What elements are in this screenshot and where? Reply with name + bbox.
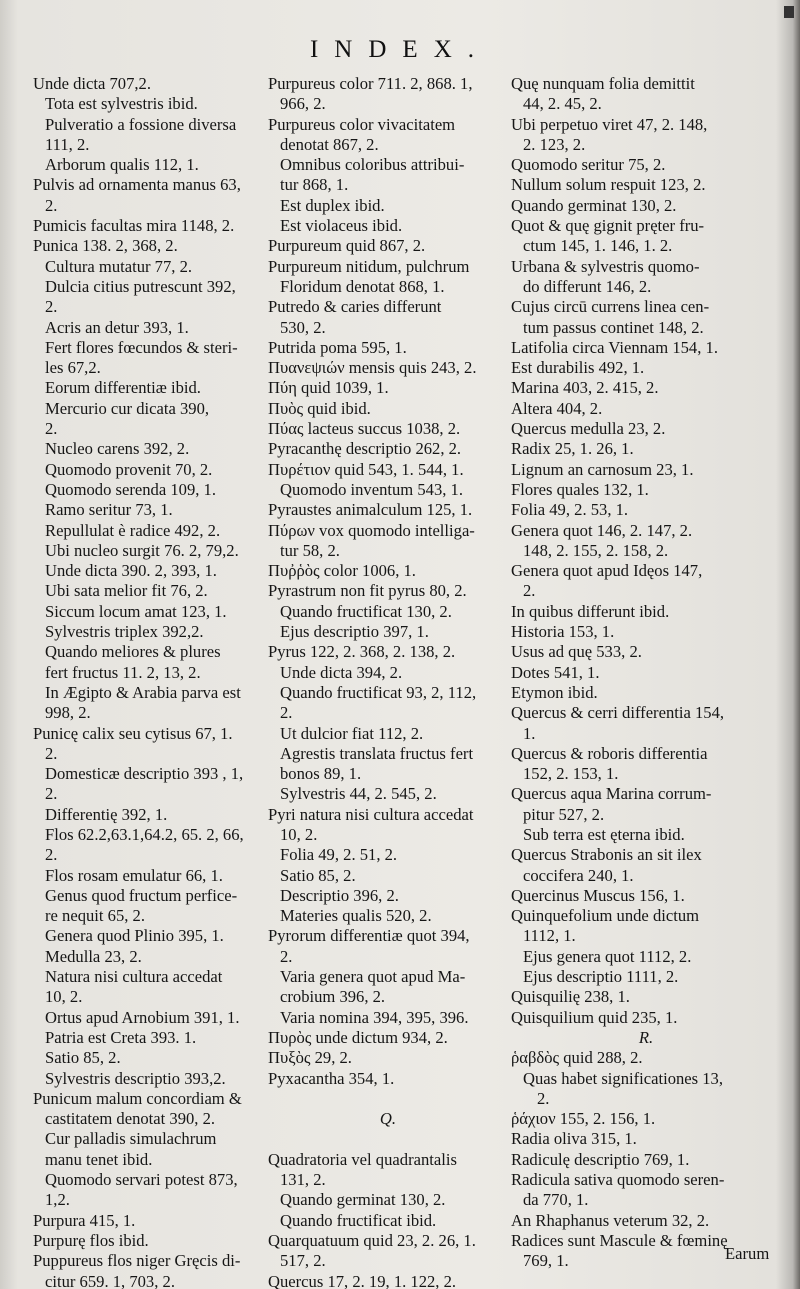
index-entry: Siccum locum amat 123, 1.: [45, 601, 227, 621]
index-entry: Quisquilię 238, 1.: [511, 987, 630, 1007]
index-entry: Ubi sata melior fit 76, 2.: [45, 581, 208, 601]
index-entry: Altera 404, 2.: [511, 398, 603, 418]
index-entry: Fert flores fœcundos & steri-: [45, 337, 238, 357]
index-entry: Satio 85, 2.: [280, 865, 356, 885]
index-entry: Pyri natura nisi cultura accedat: [268, 804, 474, 824]
index-entry: Cur palladis simulachrum: [45, 1129, 217, 1149]
index-entry: Radix 25, 1. 26, 1.: [511, 439, 634, 459]
index-entry: Quas habet significationes 13,: [523, 1068, 724, 1088]
index-entry: Quercus & cerri differentia 154,: [511, 703, 725, 723]
index-entry: 1.: [523, 723, 536, 743]
index-entry: Quomodo inventum 543, 1.: [280, 479, 463, 499]
index-entry: tur 58, 2.: [280, 540, 340, 560]
index-entry: castitatem denotat 390, 2.: [45, 1109, 216, 1129]
index-entry: Ubi perpetuo viret 47, 2. 148,: [511, 114, 708, 134]
index-entry: Πύη quid 1039, 1.: [268, 378, 389, 398]
index-entry: Usus ad quę 533, 2.: [511, 642, 642, 662]
index-entry: 769, 1.: [523, 1251, 569, 1271]
index-entry: Πυρὸς unde dictum 934, 2.: [268, 1027, 448, 1047]
index-entry: Purpureum nitidum, pulchrum: [268, 256, 470, 276]
index-entry: Quarquatuum quid 23, 2. 26, 1.: [268, 1230, 476, 1250]
index-column-3: [511, 74, 781, 1272]
section-letter: R.: [638, 1027, 654, 1047]
index-entry: bonos 89, 1.: [280, 764, 362, 784]
index-entry: Agrestis translata fructus fert: [280, 743, 474, 763]
index-entry: Putrida poma 595, 1.: [268, 337, 407, 357]
index-entry: Pulvis ad ornamenta manus 63,: [33, 175, 241, 195]
index-entry: Genera quot 146, 2. 147, 2.: [511, 520, 693, 540]
index-entry: Folia 49, 2. 51, 2.: [280, 845, 398, 865]
index-entry: Quomodo provenit 70, 2.: [45, 459, 213, 479]
index-column-1: [33, 74, 269, 1289]
index-entry: 148, 2. 155, 2. 158, 2.: [523, 540, 669, 560]
index-entry: Dotes 541, 1.: [511, 662, 600, 682]
index-entry: An Rhaphanus veterum 32, 2.: [511, 1210, 710, 1230]
index-entry: Pyraustes animalculum 125, 1.: [268, 500, 473, 520]
index-entry: [268, 1129, 508, 1149]
index-entry: Historia 153, 1.: [511, 622, 615, 642]
index-entry: Πυρέτιον quid 543, 1. 544, 1.: [268, 459, 464, 479]
index-entry: 2.: [523, 581, 536, 601]
index-entry: Lignum an carnosum 23, 1.: [511, 459, 694, 479]
index-entry: Pyrorum differentiæ quot 394,: [268, 926, 470, 946]
index-entry: 2.: [45, 419, 58, 439]
index-entry: 111, 2.: [45, 134, 90, 154]
index-entry: Radicula sativa quomodo seren-: [511, 1170, 725, 1190]
index-entry: Tota est sylvestris ibid.: [45, 94, 198, 114]
index-entry: Folia 49, 2. 53, 1.: [511, 500, 629, 520]
index-entry: Punica 138. 2, 368, 2.: [33, 236, 178, 256]
index-entry: Quercus & roboris differentia: [511, 743, 708, 763]
index-entry: Πυῤῥὸς color 1006, 1.: [268, 561, 416, 581]
index-entry: Quercus aqua Marina corrum-: [511, 784, 712, 804]
index-entry: Quercinus Muscus 156, 1.: [511, 885, 685, 905]
index-entry: 2.: [45, 297, 58, 317]
index-entry: Quisquilium quid 235, 1.: [511, 1007, 678, 1027]
index-entry: Radices sunt Mascule & fœminę: [511, 1230, 728, 1250]
page-title: INDEX.: [309, 36, 490, 63]
index-entry: Πυὸς quid ibid.: [268, 398, 371, 418]
index-entry: Sylvestris descriptio 393,2.: [45, 1068, 226, 1088]
index-entry: ῥάχιον 155, 2. 156, 1.: [511, 1109, 656, 1129]
index-entry: ctum 145, 1. 146, 1. 2.: [523, 236, 673, 256]
index-entry: Quę nunquam folia demittit: [511, 74, 695, 93]
index-entry: Dulcia citius putrescunt 392,: [45, 276, 236, 296]
index-entry: fert fructus 11. 2, 13, 2.: [45, 662, 201, 682]
index-entry: 2.: [45, 195, 58, 215]
index-entry: Quomodo seritur 75, 2.: [511, 155, 666, 175]
index-entry: Medulla 23, 2.: [45, 946, 142, 966]
index-entry: denotat 867, 2.: [280, 134, 379, 154]
index-entry: 2.: [280, 946, 293, 966]
index-entry: Genera quod Plinio 395, 1.: [45, 926, 224, 946]
index-entry: Putredo & caries differunt: [268, 297, 442, 317]
index-entry: les 67,2.: [45, 358, 101, 378]
index-entry: Purpureus color 711. 2, 868. 1,: [268, 74, 473, 93]
index-entry: Cultura mutatur 77, 2.: [45, 256, 193, 276]
section-letter: Q.: [379, 1109, 397, 1129]
index-entry: 998, 2.: [45, 703, 91, 723]
index-entry: Quercus 17, 2. 19, 1. 122, 2.: [268, 1271, 457, 1289]
index-entry: Genus quod fructum perfice-: [45, 885, 238, 905]
index-entry: 10, 2.: [280, 824, 318, 844]
index-entry: Quando germinat 130, 2.: [511, 195, 677, 215]
index-entry: Pyrastrum non fit pyrus 80, 2.: [268, 581, 467, 601]
index-entry: Descriptio 396, 2.: [280, 885, 399, 905]
index-entry: Sylvestris 44, 2. 545, 2.: [280, 784, 437, 804]
index-entry: Quando germinat 130, 2.: [280, 1190, 446, 1210]
index-entry: Urbana & sylvestris quomo-: [511, 256, 700, 276]
index-entry: 966, 2.: [280, 94, 326, 114]
index-entry: Πυανεψιών mensis quis 243, 2.: [268, 358, 477, 378]
index-entry: Pyrus 122, 2. 368, 2. 138, 2.: [268, 642, 456, 662]
index-entry: Est duplex ibid.: [280, 195, 385, 215]
index-entry: Genera quot apud Idęos 147,: [511, 561, 703, 581]
index-entry: Quinquefolium unde dictum: [511, 906, 700, 926]
index-entry: Quadratoria vel quadrantalis: [268, 1149, 457, 1169]
index-entry: tum passus continet 148, 2.: [523, 317, 704, 337]
index-column-2: [268, 74, 508, 1289]
index-entry: Πύρων vox quomodo intelliga-: [268, 520, 475, 540]
index-entry: Marina 403, 2. 415, 2.: [511, 378, 659, 398]
index-entry: re nequit 65, 2.: [45, 906, 146, 926]
index-entry: Quando meliores & plures: [45, 642, 221, 662]
index-entry: 10, 2.: [45, 987, 83, 1007]
index-entry: In Ægipto & Arabia parva est: [45, 682, 241, 702]
index-entry: manu tenet ibid.: [45, 1149, 153, 1169]
index-entry: Mercurio cur dicata 390,: [45, 398, 210, 418]
index-entry: Ubi nucleo surgit 76. 2, 79,2.: [45, 540, 239, 560]
index-entry: Etymon ibid.: [511, 682, 598, 702]
index-entry: 131, 2.: [280, 1170, 326, 1190]
index-entry: Latifolia circa Viennam 154, 1.: [511, 337, 718, 357]
index-entry: Floridum denotat 868, 1.: [280, 276, 445, 296]
index-entry: Varia nomina 394, 395, 396.: [280, 1007, 469, 1027]
index-entry: Ejus genera quot 1112, 2.: [523, 946, 692, 966]
index-entry: Punicum malum concordiam &: [33, 1088, 242, 1108]
index-entry: 2.: [45, 743, 58, 763]
index-entry: Patria est Creta 393. 1.: [45, 1027, 197, 1047]
index-entry: Differentię 392, 1.: [45, 804, 168, 824]
index-entry: Repullulat è radice 492, 2.: [45, 520, 221, 540]
index-entry: 1112, 1.: [523, 926, 576, 946]
index-entry: Flos rosam emulatur 66, 1.: [45, 865, 223, 885]
index-entry: coccifera 240, 1.: [523, 865, 634, 885]
index-entry: Sub terra est ęterna ibid.: [523, 824, 685, 844]
index-entry: do differunt 146, 2.: [523, 276, 652, 296]
index-entry: 2.: [45, 784, 58, 804]
index-entry: Purpureum quid 867, 2.: [268, 236, 426, 256]
catchword: Earum: [725, 1244, 770, 1263]
index-entry: 2.: [45, 845, 58, 865]
index-entry: tur 868, 1.: [280, 175, 349, 195]
index-entry: Unde dicta 394, 2.: [280, 662, 403, 682]
index-entry: Natura nisi cultura accedat: [45, 967, 223, 987]
index-entry: Punicę calix seu cytisus 67, 1.: [33, 723, 233, 743]
index-entry: Pyracanthę descriptio 262, 2.: [268, 439, 462, 459]
index-entry: Quercus medulla 23, 2.: [511, 419, 666, 439]
index-entry: Est durabilis 492, 1.: [511, 358, 645, 378]
index-entry: da 770, 1.: [523, 1190, 589, 1210]
index-entry: Acris an detur 393, 1.: [45, 317, 189, 337]
index-entry: Flores quales 132, 1.: [511, 479, 649, 499]
index-entry: Πυξὸς 29, 2.: [268, 1048, 352, 1068]
index-entry: Quando fructificat 93, 2, 112,: [280, 682, 477, 702]
index-entry: Domesticæ descriptio 393 , 1,: [45, 764, 244, 784]
index-entry: Ejus descriptio 397, 1.: [280, 622, 429, 642]
index-entry: Flos 62.2,63.1,64.2, 65. 2, 66,: [45, 824, 244, 844]
index-entry: Eorum differentiæ ibid.: [45, 378, 201, 398]
index-entry: Pumicis facultas mira 1148, 2.: [33, 216, 235, 236]
index-entry: 152, 2. 153, 1.: [523, 764, 619, 784]
page-corner-mark: [784, 6, 794, 18]
index-entry: 44, 2. 45, 2.: [523, 94, 602, 114]
index-entry: Ut dulcior fiat 112, 2.: [280, 723, 424, 743]
index-entry: 530, 2.: [280, 317, 326, 337]
index-entry: Sylvestris triplex 392,2.: [45, 622, 204, 642]
index-entry: Purpura 415, 1.: [33, 1210, 136, 1230]
index-entry: Satio 85, 2.: [45, 1048, 121, 1068]
index-entry: Arborum qualis 112, 1.: [45, 155, 199, 175]
index-entry: Est violaceus ibid.: [280, 216, 403, 236]
index-entry: Unde dicta 707,2.: [33, 74, 151, 93]
index-entry: Varia genera quot apud Ma-: [280, 967, 466, 987]
index-entry: ῥαβδὸς quid 288, 2.: [511, 1048, 643, 1068]
index-entry: Nucleo carens 392, 2.: [45, 439, 190, 459]
index-entry: Unde dicta 390. 2, 393, 1.: [45, 561, 217, 581]
index-entry: Purpureus color vivacitatem: [268, 114, 456, 134]
index-entry: 2. 123, 2.: [523, 134, 586, 154]
index-entry: 517, 2.: [280, 1251, 326, 1271]
index-entry: Materies qualis 520, 2.: [280, 906, 432, 926]
index-entry: Quot & quę gignit pręter fru-: [511, 216, 705, 236]
index-entry: Quercus Strabonis an sit ilex: [511, 845, 702, 865]
index-entry: Pulveratio a fossione diversa: [45, 114, 237, 134]
index-entry: Quando fructificat ibid.: [280, 1210, 437, 1230]
index-entry: Πύας lacteus succus 1038, 2.: [268, 419, 461, 439]
index-entry: Radiculę descriptio 769, 1.: [511, 1149, 690, 1169]
index-entry: [268, 1089, 508, 1109]
index-entry: In quibus differunt ibid.: [511, 601, 670, 621]
index-entry: 2.: [280, 703, 293, 723]
index-entry: Puppureus flos niger Gręcis di-: [33, 1251, 241, 1271]
index-entry: 2.: [537, 1088, 550, 1108]
index-entry: citur 659. 1, 703, 2.: [45, 1271, 175, 1289]
index-entry: Ramo seritur 73, 1.: [45, 500, 173, 520]
index-entry: Ejus descriptio 1111, 2.: [523, 967, 679, 987]
index-entry: Quomodo serenda 109, 1.: [45, 479, 216, 499]
index-entry: Pyxacantha 354, 1.: [268, 1068, 395, 1088]
index-entry: pitur 527, 2.: [523, 804, 605, 824]
index-entry: crobium 396, 2.: [280, 987, 386, 1007]
index-entry: Nullum solum respuit 123, 2.: [511, 175, 706, 195]
index-entry: Quando fructificat 130, 2.: [280, 601, 452, 621]
index-entry: Quomodo servari potest 873,: [45, 1170, 238, 1190]
index-entry: 1,2.: [45, 1190, 70, 1210]
index-entry: Radia oliva 315, 1.: [511, 1129, 637, 1149]
index-entry: Purpurę flos ibid.: [33, 1230, 149, 1250]
index-entry: Cujus circū currens linea cen-: [511, 297, 710, 317]
index-entry: Omnibus coloribus attribui-: [280, 155, 465, 175]
index-entry: Ortus apud Arnobium 391, 1.: [45, 1007, 240, 1027]
